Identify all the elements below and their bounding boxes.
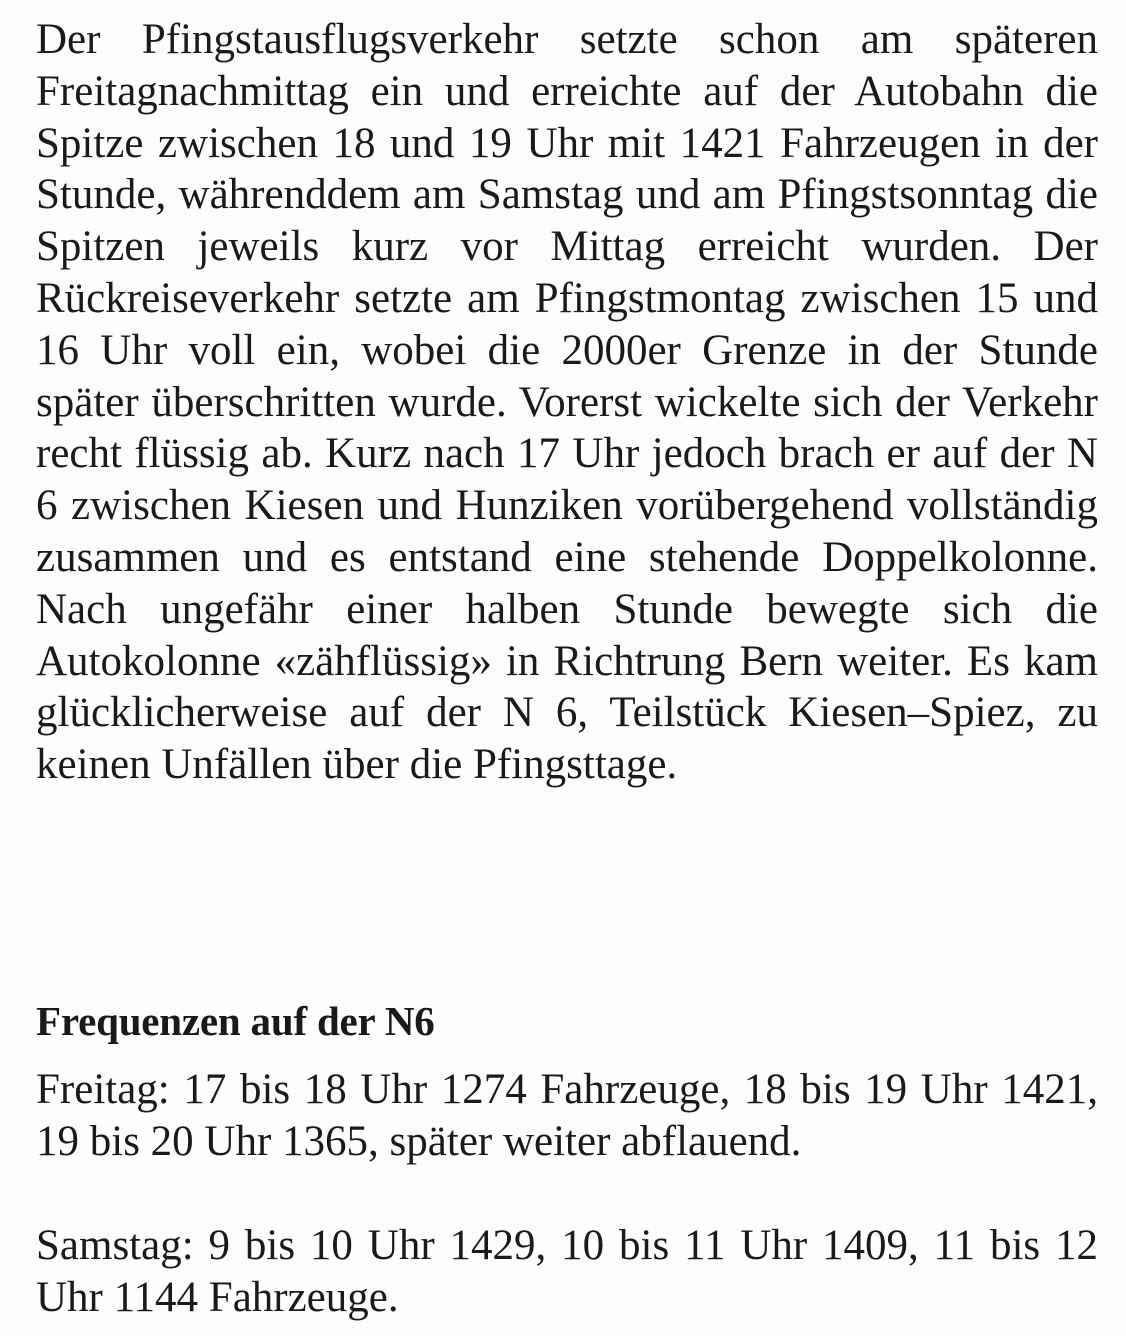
section-heading: Frequenzen auf der N6 (36, 998, 435, 1044)
main-paragraph: Der Pfingstausflugsverkehr setzte schon am späteren Freitagnachmittag ein und erreichte auf der Autobahn die Spitze zwischen 18 und 19 Uhr mit 1421 Fahrzeugen in der Stunde, währenddem am Samstag und am Pfingstsonntag die Spitzen jeweils kurz vor Mittag erreicht wurden. Der Rückreiseverkehr setzte am Pfingstmontag zwischen 15 und 16 Uhr voll ein, wobei die 2000er Grenze in der Stunde später überschritten wurde. Vorerst wickelte sich der Verkehr recht flüssig ab. Kurz nach 17 Uhr jedoch brach er auf der N 6 zwischen Kiesen und Hunziken vorübergehend vollständig zusammen und es entstand eine stehende Doppelkolonne. Nach ungefähr einer halben Stunde bewegte sich die Autokolonne «zähflüssig» in Richtrung Bern weiter. Es kam glücklicherweise auf der N 6, Teilstück Kiesen–Spiez, zu keinen Unfällen über die Pfingsttage. (36, 16, 1098, 789)
frequency-friday: Freitag: 17 bis 18 Uhr 1274 Fahrzeuge, 18 bis 19 Uhr 1421, 19 bis 20 Uhr 1365, später weiter abflauend. (36, 1066, 1098, 1165)
frequency-saturday: Samstag: 9 bis 10 Uhr 1429, 10 bis 11 Uhr 1409, 11 bis 12 Uhr 1144 Fahrzeuge. (36, 1222, 1098, 1321)
